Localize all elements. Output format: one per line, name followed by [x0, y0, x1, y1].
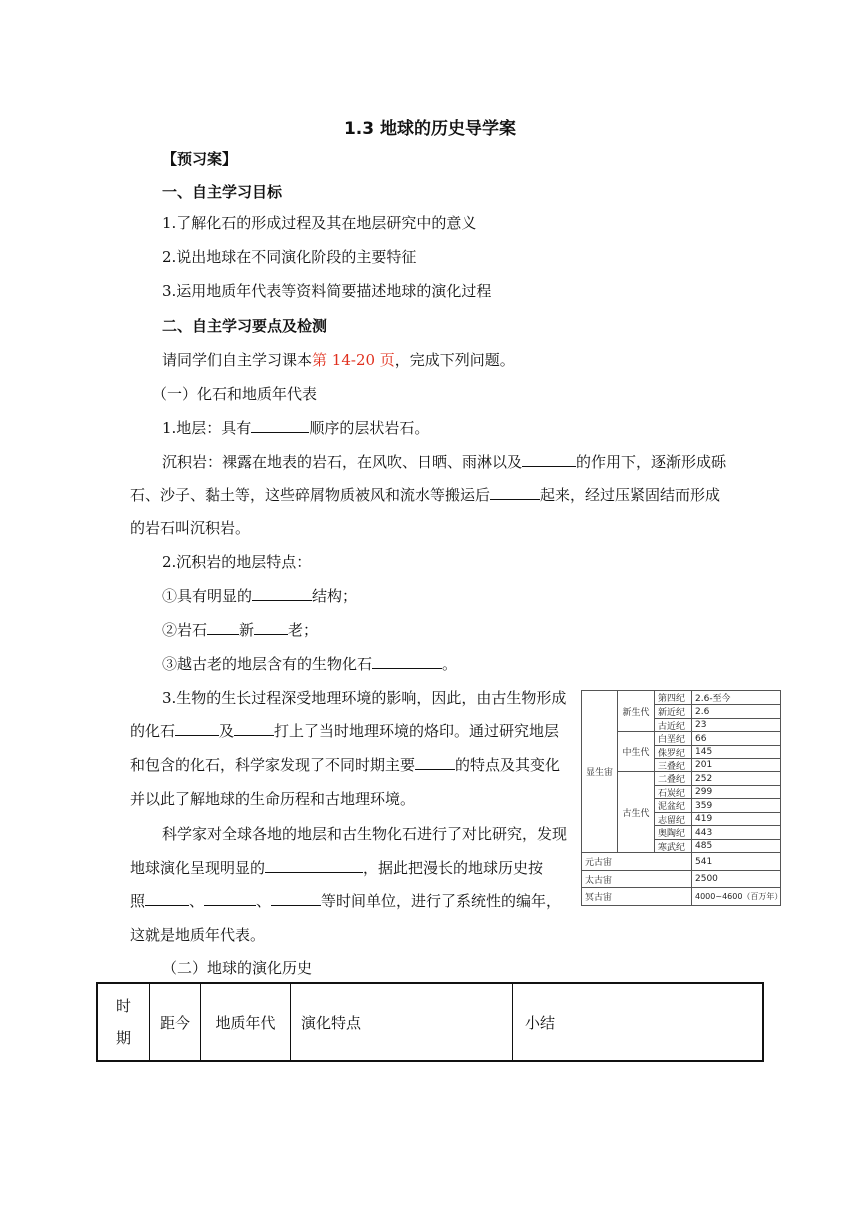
- heading-key-points: 二、自主学习要点及检测: [162, 317, 328, 335]
- answer-blank[interactable]: [145, 891, 189, 906]
- answer-blank[interactable]: [490, 485, 540, 500]
- feature-item: ①具有明显的 结构；: [162, 587, 358, 605]
- answer-blank[interactable]: [204, 891, 256, 906]
- header-time-ago: 距今: [150, 984, 201, 1060]
- period-value: 145: [691, 745, 781, 759]
- period-value: 66: [691, 731, 781, 746]
- para3-line-4: 并以此了解地球的生命历程和古地理环境。: [130, 790, 416, 808]
- subsection-history: （二）地球的演化历史: [162, 959, 313, 977]
- eon-name: 元古宙: [581, 852, 692, 871]
- era-cenozoic: 新生代: [617, 690, 655, 732]
- answer-blank[interactable]: [175, 721, 219, 736]
- geologic-time-table: [581, 690, 781, 906]
- period-name: 古近纪: [654, 718, 692, 732]
- page-range: 第 14-20 页: [312, 351, 395, 369]
- era-paleozoic: 古生代: [617, 771, 655, 853]
- eon-value: 4000~4600（百万年）: [691, 887, 781, 906]
- period-name: 志留纪: [654, 812, 692, 826]
- period-name: 石炭纪: [654, 785, 692, 799]
- goal-item: 1.了解化石的形成过程及其在地层研究中的意义: [162, 214, 477, 232]
- period-name: 二叠纪: [654, 771, 692, 786]
- para4-line-4: 这就是地质年代表。: [130, 926, 266, 944]
- feature-item: ③越古老的地层含有的生物化石 。: [162, 655, 458, 673]
- period-value: 2.6: [691, 704, 781, 719]
- earth-history-table: [96, 982, 764, 1062]
- eon-name: 太古宙: [581, 870, 692, 888]
- period-name: 三叠纪: [654, 758, 692, 772]
- eon-value: 541: [691, 852, 781, 871]
- header-summary: 小结: [525, 1013, 556, 1032]
- section-preview: 【预习案】: [162, 150, 238, 168]
- answer-blank[interactable]: [252, 586, 312, 601]
- answer-blank[interactable]: [372, 654, 442, 669]
- period-name: 白垩纪: [654, 731, 692, 746]
- period-value: 2.6-至今: [691, 690, 781, 705]
- para4-line-1: 科学家对全球各地的地层和古生物化石进行了对比研究，发现: [162, 825, 568, 843]
- era-mesozoic: 中生代: [617, 731, 655, 772]
- period-name: 寒武纪: [654, 839, 692, 853]
- para4-line-3: 照 、 、 等时间单位，进行了系统性的编年，: [130, 892, 562, 910]
- para3-line-2: 的化石 及 打上了当时地理环境的烙印。通过研究地层: [130, 722, 560, 740]
- header-period: 时 期: [98, 984, 150, 1060]
- para3-line-1: 3.生物的生长过程深受地理环境的影响，因此，由古生物形成: [162, 689, 567, 707]
- subsection-fossils: （一）化石和地质年代表: [152, 385, 318, 403]
- answer-blank[interactable]: [254, 620, 288, 635]
- eon-value: 2500: [691, 870, 781, 888]
- answer-blank[interactable]: [265, 858, 363, 873]
- period-name: 侏罗纪: [654, 745, 692, 759]
- eon-name: 冥古宙: [581, 887, 692, 906]
- page-title: 1.3 地球的历史导学案: [343, 119, 517, 139]
- answer-blank[interactable]: [522, 452, 576, 467]
- header-evolution-features: 演化特点: [291, 984, 513, 1060]
- stratum-question: 1.地层：具有 顺序的层状岩石。: [162, 419, 430, 437]
- answer-blank[interactable]: [234, 721, 274, 736]
- answer-blank[interactable]: [271, 891, 321, 906]
- goal-item: 2.说出地球在不同演化阶段的主要特征: [162, 248, 417, 266]
- para4-line-2: 地球演化呈现明显的 ，据此把漫长的地球历史按: [130, 859, 544, 877]
- header-geologic-era: 地质年代: [201, 984, 291, 1060]
- period-value: 23: [691, 718, 781, 732]
- period-value: 201: [691, 758, 781, 772]
- sedimentary-line-1: 沉积岩：裸露在地表的岩石，在风吹、日晒、雨淋以及 的作用下，逐渐形成砾: [162, 453, 727, 471]
- goal-item: 3.运用地质年代表等资料简要描述地球的演化过程: [162, 282, 492, 300]
- period-value: 299: [691, 785, 781, 799]
- sedimentary-line-3: 的岩石叫沉积岩。: [130, 519, 251, 537]
- period-name: 奥陶纪: [654, 825, 692, 840]
- period-value: 485: [691, 839, 781, 853]
- period-name: 泥盆纪: [654, 798, 692, 813]
- period-value: 419: [691, 812, 781, 826]
- period-name: 第四纪: [654, 690, 692, 705]
- sedimentary-line-2: 石、沙子、黏土等，这些碎屑物质被风和流水等搬运后 起来，经过压紧固结而形成: [130, 486, 721, 504]
- period-value: 252: [691, 771, 781, 786]
- feature-item: ②岩石 新 老；: [162, 621, 319, 639]
- para3-line-3: 和包含的化石，科学家发现了不同时期主要 的特点及其变化: [130, 756, 561, 774]
- intro-text: 请同学们自主学习课本第 14-20 页，完成下列问题。: [162, 351, 515, 369]
- answer-blank[interactable]: [207, 620, 239, 635]
- period-name: 新近纪: [654, 704, 692, 719]
- period-value: 359: [691, 798, 781, 813]
- answer-blank[interactable]: [251, 418, 309, 433]
- eon-phanerozoic: 显生宙: [581, 690, 618, 853]
- heading-learning-goals: 一、自主学习目标: [162, 183, 283, 201]
- period-value: 443: [691, 825, 781, 840]
- answer-blank[interactable]: [415, 755, 455, 770]
- features-title: 2.沉积岩的地层特点：: [162, 553, 312, 571]
